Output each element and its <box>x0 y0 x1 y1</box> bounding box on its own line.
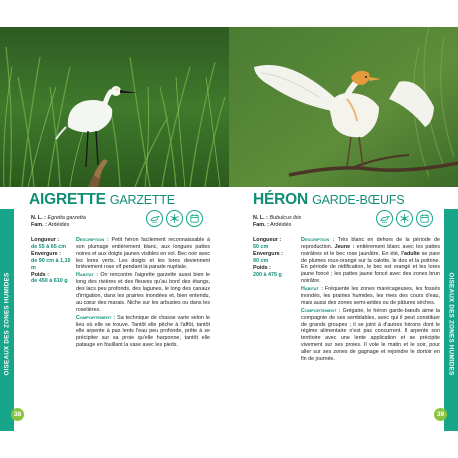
paragraph-heading: Description : <box>76 237 109 243</box>
cattle-egret-image <box>229 27 458 187</box>
snowflake-icon <box>166 210 183 227</box>
snowflake-icon <box>396 210 413 227</box>
family-line <box>253 222 301 229</box>
measure-value: de 90 cm à 1,10 m <box>31 257 71 271</box>
paragraph-text: Fréquente les zones marécageuses, les fossés inondés, les prairies humides, les rives des cours d'eau, mais aussi des zones semi-arides ou de pâtures sèches. <box>301 286 440 306</box>
paragraph-bold: Jeune : <box>334 243 355 250</box>
little-egret-image <box>0 27 229 187</box>
calendar-icon <box>186 210 203 227</box>
measure-value: de 55 à 65 cm <box>31 243 67 250</box>
habitat-paragraph <box>76 272 210 313</box>
right-page <box>229 27 458 431</box>
latin-name-label: N. L. : <box>253 215 268 221</box>
latin-name-line <box>31 215 86 222</box>
paragraph-heading: Description : <box>301 237 335 243</box>
scientific-info <box>31 215 86 229</box>
bird-size-icon <box>146 210 163 227</box>
behaviour-paragraph <box>301 308 440 363</box>
measurements <box>31 237 75 285</box>
species-icons <box>146 210 203 227</box>
behaviour-paragraph <box>76 315 210 349</box>
calendar-icon <box>416 210 433 227</box>
species-description <box>76 237 210 350</box>
description-paragraph <box>301 237 440 285</box>
measure-value: 90 cm <box>253 257 269 264</box>
paragraph-text: On rencontre l'aigrette garzette aussi bien le long des rivières et des fleuves qu'au bord des étangs, des lacs peu profonds, des lagunes, le long des canaux d'irrigation, dans les prairies inondées et, bien entendu, au cœur des marais. Niche sur les arbustes ou dans les roselières. <box>76 272 210 313</box>
section-tab-label: OISEAUX DES ZONES HUMIDES <box>447 272 455 376</box>
description-paragraph <box>76 237 210 271</box>
paragraph-text: Petit héron facilement reconnaissable à son plumage entièrement blanc, aux longues pattes noires et aux doigts jaunes visibles en vol. Bec noir avec les lores verts. Les doigts et les lores deviennent brièvement rose vif pendant la parade nuptiale. <box>76 237 210 271</box>
page-number: 38 <box>11 408 24 421</box>
cattle-egret-photo <box>229 27 458 187</box>
latin-name-label: N. L. : <box>31 215 46 221</box>
latin-name-value: Egretta garzetta <box>47 215 86 221</box>
family-line <box>31 222 86 229</box>
paragraph-text: Très blanc en dehors de la période de reproduction. <box>301 237 440 250</box>
family-value: Ardéidés <box>270 222 292 228</box>
species-name-main: HÉRON <box>253 191 308 208</box>
measurements <box>253 237 297 278</box>
section-tab <box>445 229 457 419</box>
paragraph-heading: Comportement : <box>301 307 341 314</box>
paragraph-bold: l'adulte <box>401 250 420 257</box>
bird-size-icon <box>376 210 393 227</box>
species-icons <box>376 210 433 227</box>
species-title <box>253 191 404 209</box>
little-egret-photo <box>0 27 229 187</box>
family-value: Ardéidés <box>48 222 70 228</box>
latin-name-value: Bubulcus ibis <box>269 215 302 221</box>
habitat-paragraph <box>301 286 440 307</box>
paragraph-text: entièrement blanc avec les pattes noirâtres et le bec rose jaunâtre. En été, <box>301 243 440 257</box>
species-name-main: AIGRETTE <box>29 191 106 208</box>
left-page <box>0 27 229 431</box>
section-tab-label: OISEAUX DES ZONES HUMIDES <box>3 272 11 376</box>
family-label: Fam. : <box>253 222 269 228</box>
paragraph-heading: Comportement : <box>76 314 116 321</box>
measure-value: de 450 à 610 g <box>31 278 68 285</box>
family-label: Fam. : <box>31 222 47 228</box>
measure-label: Poids : <box>253 264 271 271</box>
paragraph-text: Sa technique de chasse varie selon le lieu où elle se trouve. Tantôt elle pêche à l'affût, tantôt elle arpente à pas lents l'eau peu profonde, prête à se précipiter sur sa proie qu'elle harponne, tantôt elle patauge en fouillant la vase avec les pieds. <box>76 314 210 349</box>
scientific-info <box>253 215 301 229</box>
measure-label: Longueur : <box>31 237 60 243</box>
species-name-sub: GARZETTE <box>109 193 175 207</box>
latin-name-line <box>253 215 301 222</box>
paragraph-heading: Habitat : <box>76 272 99 279</box>
measure-value: 50 cm <box>253 243 269 250</box>
measure-label: Envergure : <box>31 250 61 257</box>
measure-label: Longueur : <box>253 237 282 243</box>
species-name-sub: GARDE-BŒUFS <box>312 193 405 207</box>
page-number: 39 <box>434 408 447 421</box>
species-title <box>29 191 175 209</box>
section-tab <box>1 229 13 419</box>
paragraph-heading: Habitat : <box>301 286 323 293</box>
measure-value: 200 à 475 g <box>253 271 282 278</box>
paragraph-text: Grégaire, le héron garde-bœufs aime la compagnie de ses semblables, avec qui il peut constituer de grands groupes ; il se joint à d'autres hérons dont le régime alimentaire n'est pas concurrent. Il arpente son territoire avec une lente application et se précipite vivement sur ses proies. Il vole le matin et le soir, pour aller sur ses zones de gagnage et rejoindre le dortoir en fin de journée. <box>301 307 440 362</box>
measure-label: Poids : <box>31 271 49 278</box>
measure-label: Envergure : <box>253 250 283 257</box>
species-description <box>301 237 440 364</box>
paragraph-text: se pare de plumes roux-orangé sur la calotte, le dos et la poitrine. En période de nidification, le bec est orangé et les lores jaune foncé ; les pattes jaune foncé avec des zones brun noirâtre. <box>301 250 441 285</box>
